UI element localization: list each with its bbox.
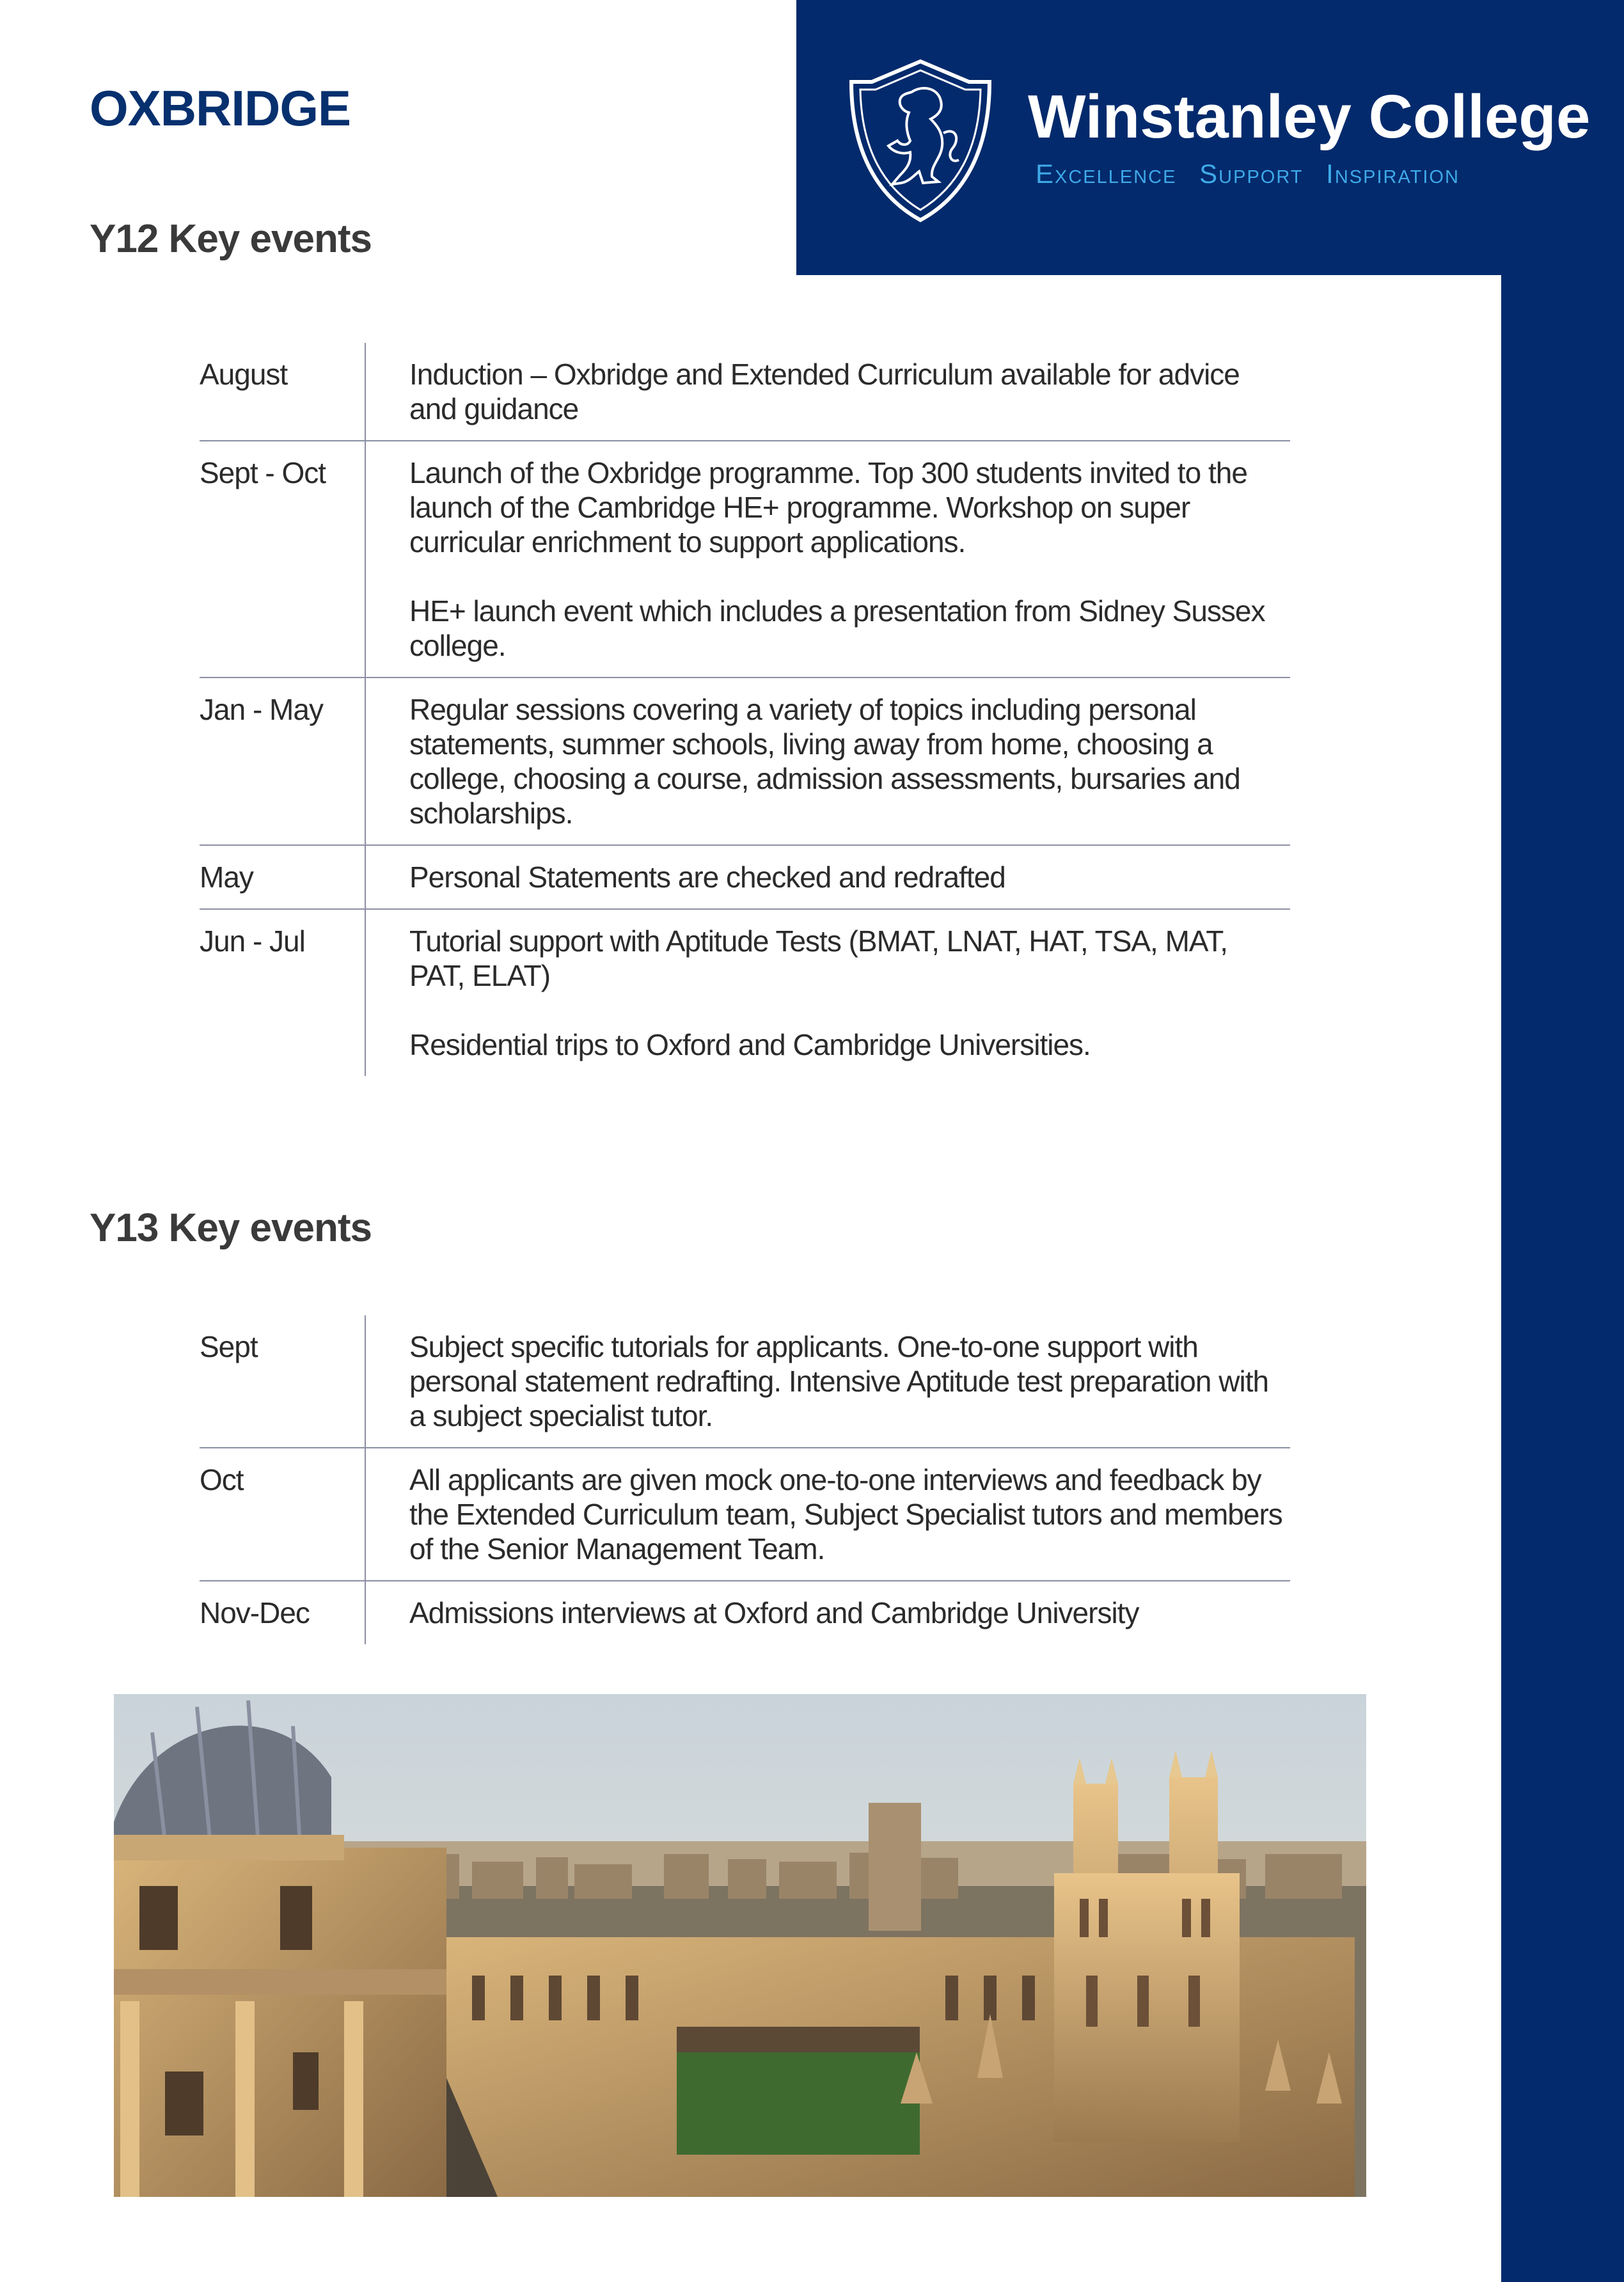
lion-shield-crest-icon (847, 56, 993, 224)
college-tagline (1036, 159, 1474, 189)
oxford-skyline-photo (114, 1694, 1366, 2197)
event-description (365, 1448, 1290, 1580)
event-paragraph: HE+ launch event which includes a presentation from Sidney Sussex college. (409, 594, 1265, 662)
event-row (200, 1581, 1290, 1644)
brand-title: OXBRIDGE (90, 80, 351, 136)
event-description (365, 910, 1290, 1076)
side-band (1501, 0, 1624, 2282)
tagline-word: Excellence (1036, 159, 1177, 189)
college-name: Winstanley College (1028, 83, 1591, 151)
event-row (200, 846, 1290, 910)
event-description (365, 846, 1290, 908)
y13-events-table (200, 1315, 1290, 1644)
event-row (200, 678, 1290, 846)
event-description (365, 441, 1290, 677)
event-paragraph: Tutorial support with Aptitude Tests (BMAT, LNAT, HAT, TSA, MAT, PAT, ELAT) (409, 924, 1227, 992)
event-month: August (200, 358, 288, 391)
event-row (200, 1448, 1290, 1581)
tagline-word: Support (1199, 159, 1304, 189)
event-month: Sept - Oct (200, 456, 326, 489)
y12-events-table (200, 343, 1290, 1076)
event-row (200, 343, 1290, 441)
event-paragraph: Admissions interviews at Oxford and Cambridge University (409, 1596, 1139, 1629)
event-paragraph: All applicants are given mock one-to-one interviews and feedback by the Extended Curriculum team, Subject Specialist tutors and members of the Senior Management Team. (409, 1463, 1282, 1565)
event-month: Jan - May (200, 693, 323, 726)
event-paragraph: Personal Statements are checked and redrafted (409, 860, 1005, 894)
event-description (365, 343, 1290, 440)
event-description (365, 1581, 1290, 1644)
event-month: Oct (200, 1463, 244, 1496)
y12-title: Y12 Key events (90, 217, 372, 261)
event-paragraph: Residential trips to Oxford and Cambridge Universities. (409, 1028, 1091, 1061)
y13-title: Y13 Key events (90, 1206, 372, 1250)
event-month: May (200, 860, 253, 894)
event-month: Sept (200, 1330, 258, 1363)
event-row (200, 910, 1290, 1076)
event-row (200, 441, 1290, 678)
event-description (365, 1315, 1290, 1447)
event-paragraph: Induction – Oxbridge and Extended Curriculum available for advice and guidance (409, 358, 1240, 425)
event-month: Nov-Dec (200, 1596, 310, 1629)
college-header (796, 0, 1624, 275)
event-paragraph: Subject specific tutorials for applicants. One-to-one support with personal statement redrafting. Intensive Aptitude test preparation with a subject specialist tutor. (409, 1330, 1269, 1432)
event-description (365, 678, 1290, 844)
event-month: Jun - Jul (200, 924, 305, 958)
event-paragraph: Regular sessions covering a variety of topics including personal statements, summer schools, living away from home, choosing a college, choosing a course, admission assessments, bursaries and scholarships. (409, 693, 1240, 830)
event-paragraph: Launch of the Oxbridge programme. Top 300 students invited to the launch of the Cambridge HE+ programme. Workshop on super curricular enrichment to support applications. (409, 456, 1247, 559)
tagline-word: Inspiration (1326, 159, 1460, 189)
event-row (200, 1315, 1290, 1448)
